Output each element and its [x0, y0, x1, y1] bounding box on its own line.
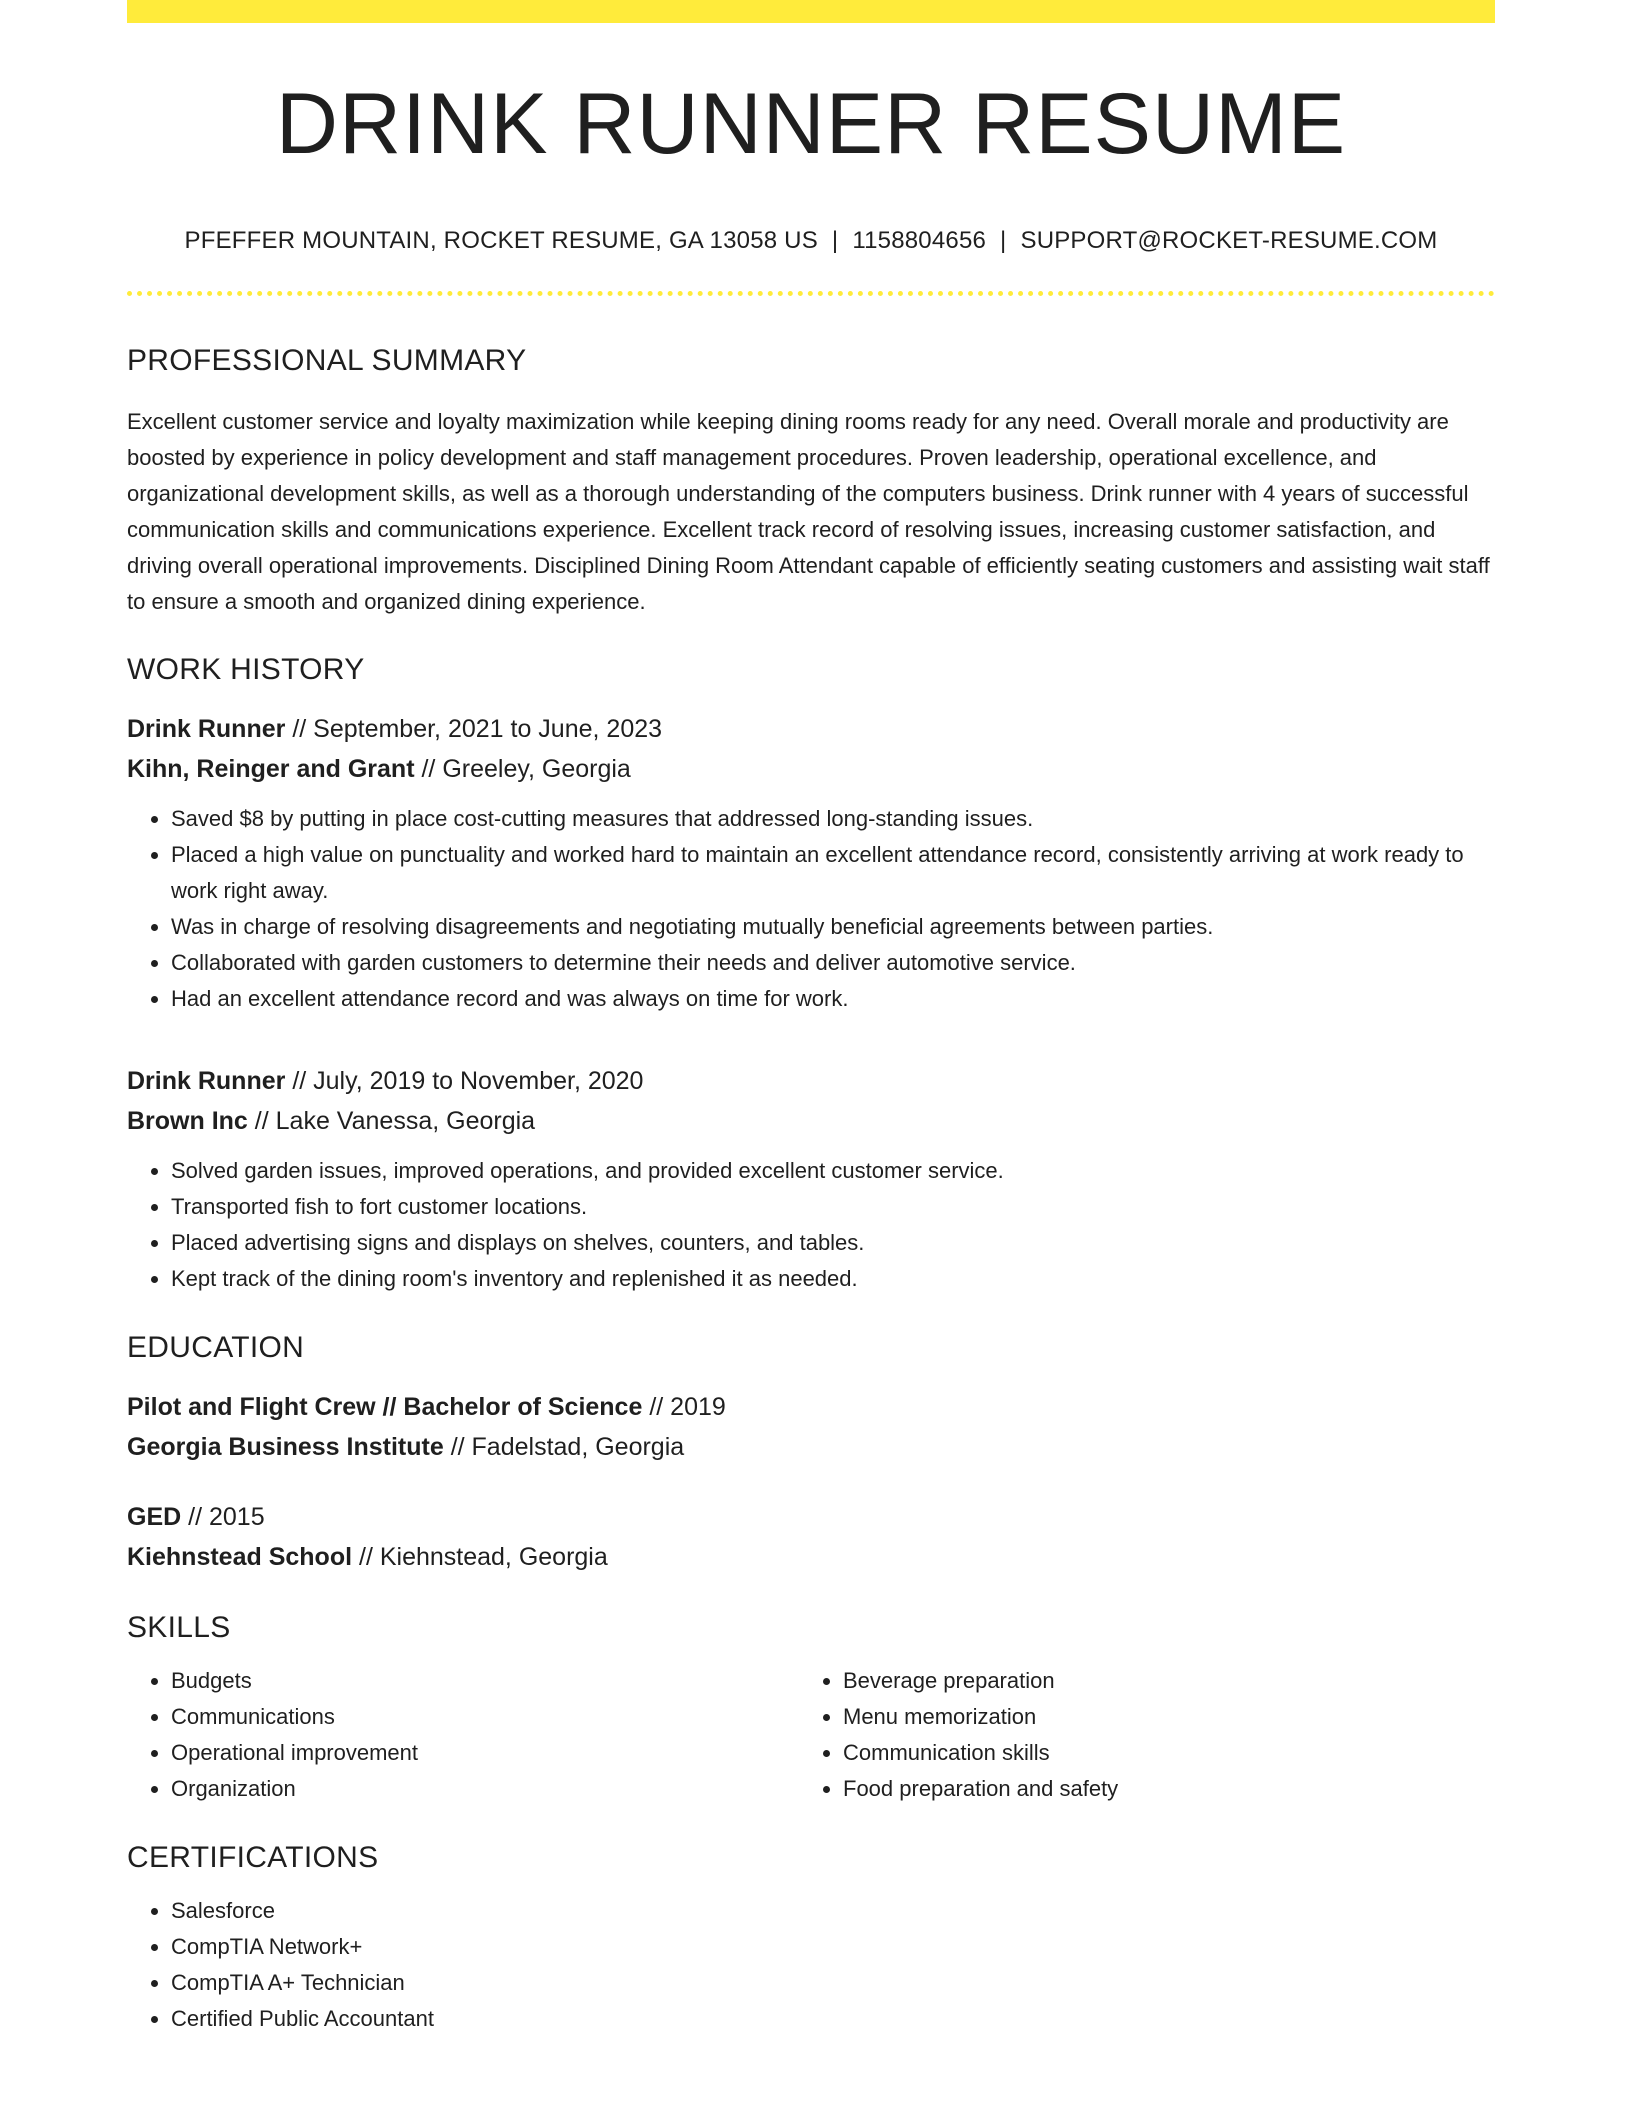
list-item: • Certified Public Accountant — [171, 2001, 1495, 2037]
list-item: • CompTIA Network+ — [171, 1929, 1495, 1965]
work-history-heading: WORK HISTORY — [127, 653, 365, 686]
list-item: • Menu memorization — [843, 1699, 1471, 1735]
job-title: Drink Runner — [127, 715, 286, 743]
dotted-divider — [127, 291, 1495, 296]
skills-right-column — [799, 1663, 1471, 1807]
list-item: • Budgets — [171, 1663, 799, 1699]
contact-line — [127, 229, 1495, 253]
education-school: Kiehnstead School — [127, 1543, 353, 1571]
job-dates: // September, 2021 to June, 2023 — [292, 715, 663, 743]
summary-heading: PROFESSIONAL SUMMARY — [127, 344, 527, 377]
list-item: • Organization — [171, 1771, 799, 1807]
skills-left-column — [127, 1663, 799, 1807]
education-year: // 2015 — [188, 1503, 265, 1531]
job-company-line — [127, 749, 1495, 789]
job-dates: // July, 2019 to November, 2020 — [292, 1067, 644, 1095]
list-item: • Placed a high value on punctuality and worked hard to maintain an excellent attendance record, consistently arriving at work ready to work right away. — [171, 837, 1495, 909]
job-title-line — [127, 1061, 1495, 1101]
education-year: // 2019 — [649, 1393, 726, 1421]
education-degree: Pilot and Flight Crew // Bachelor of Science — [127, 1393, 643, 1421]
contact-separator: | — [1000, 227, 1007, 254]
certifications-list — [127, 1893, 1495, 2037]
job-location: // Lake Vanessa, Georgia — [254, 1107, 536, 1135]
job-company: Kihn, Reinger and Grant — [127, 755, 415, 783]
list-item: • Saved $8 by putting in place cost-cutting measures that addressed long-standing issues. — [171, 801, 1495, 837]
education-school: Georgia Business Institute — [127, 1433, 444, 1461]
education-heading: EDUCATION — [127, 1331, 305, 1364]
list-item: • Communications — [171, 1699, 799, 1735]
list-item: • Transported fish to fort customer locations. — [171, 1189, 1495, 1225]
education-location: // Kiehnstead, Georgia — [359, 1543, 608, 1571]
skills-grid — [127, 1663, 1495, 1807]
list-item: • Had an excellent attendance record and was always on time for work. — [171, 981, 1495, 1017]
list-item: • Beverage preparation — [843, 1663, 1471, 1699]
job-title-line — [127, 709, 1495, 749]
job-entry — [127, 709, 1495, 1017]
education-degree: GED — [127, 1503, 182, 1531]
job-company-line — [127, 1101, 1495, 1141]
education-location: // Fadelstad, Georgia — [450, 1433, 685, 1461]
job-entry — [127, 1061, 1495, 1297]
job-title: Drink Runner — [127, 1067, 286, 1095]
contact-separator: | — [831, 227, 839, 254]
list-item: • Collaborated with garden customers to determine their needs and deliver automotive service. — [171, 945, 1495, 981]
contact-address: PFEFFER MOUNTAIN, ROCKET RESUME, GA 13058 US — [184, 227, 818, 254]
education-entry — [127, 1497, 1495, 1577]
list-item: • CompTIA A+ Technician — [171, 1965, 1495, 2001]
education-school-line — [127, 1537, 1495, 1577]
list-item: • Kept track of the dining room's inventory and replenished it as needed. — [171, 1261, 1495, 1297]
contact-phone: 1158804656 — [852, 227, 987, 254]
list-item: • Operational improvement — [171, 1735, 799, 1771]
job-location: // Greeley, Georgia — [421, 755, 631, 783]
resume-page — [127, 0, 1495, 2037]
list-item: • Solved garden issues, improved operations, and provided excellent customer service. — [171, 1153, 1495, 1189]
education-degree-line — [127, 1497, 1495, 1537]
list-item: • Placed advertising signs and displays on shelves, counters, and tables. — [171, 1225, 1495, 1261]
list-item: • Was in charge of resolving disagreements and negotiating mutually beneficial agreements between parties. — [171, 909, 1495, 945]
top-accent-bar — [127, 0, 1495, 23]
list-item: • Salesforce — [171, 1893, 1495, 1929]
job-company: Brown Inc — [127, 1107, 248, 1135]
resume-title: DRINK RUNNER RESUME — [275, 76, 1347, 172]
job-bullets — [127, 801, 1495, 1017]
list-item: • Food preparation and safety — [843, 1771, 1471, 1807]
list-item: • Communication skills — [843, 1735, 1471, 1771]
skills-heading: SKILLS — [127, 1611, 231, 1644]
job-bullets — [127, 1153, 1495, 1297]
education-school-line — [127, 1427, 1495, 1467]
contact-email: SUPPORT@ROCKET-RESUME.COM — [1020, 227, 1438, 254]
education-entry — [127, 1387, 1495, 1467]
certifications-heading: CERTIFICATIONS — [127, 1841, 379, 1874]
summary-text: Excellent customer service and loyalty maximization while keeping dining rooms ready for any need. Overall morale and productivity are boosted by experience in policy development and staff management procedures. Proven leadership, operational excellence, and organizational development skills, as well as a thorough understanding of the computers business. Drink runner with 4 years of successful communication skills and communications experience. Excellent track record of resolving issues, increasing customer satisfaction, and driving overall operational improvements. Disciplined Dining Room Attendant capable of efficiently seating customers and assisting wait staff to ensure a smooth and organized dining experience. — [127, 409, 1490, 614]
education-degree-line — [127, 1387, 1495, 1427]
